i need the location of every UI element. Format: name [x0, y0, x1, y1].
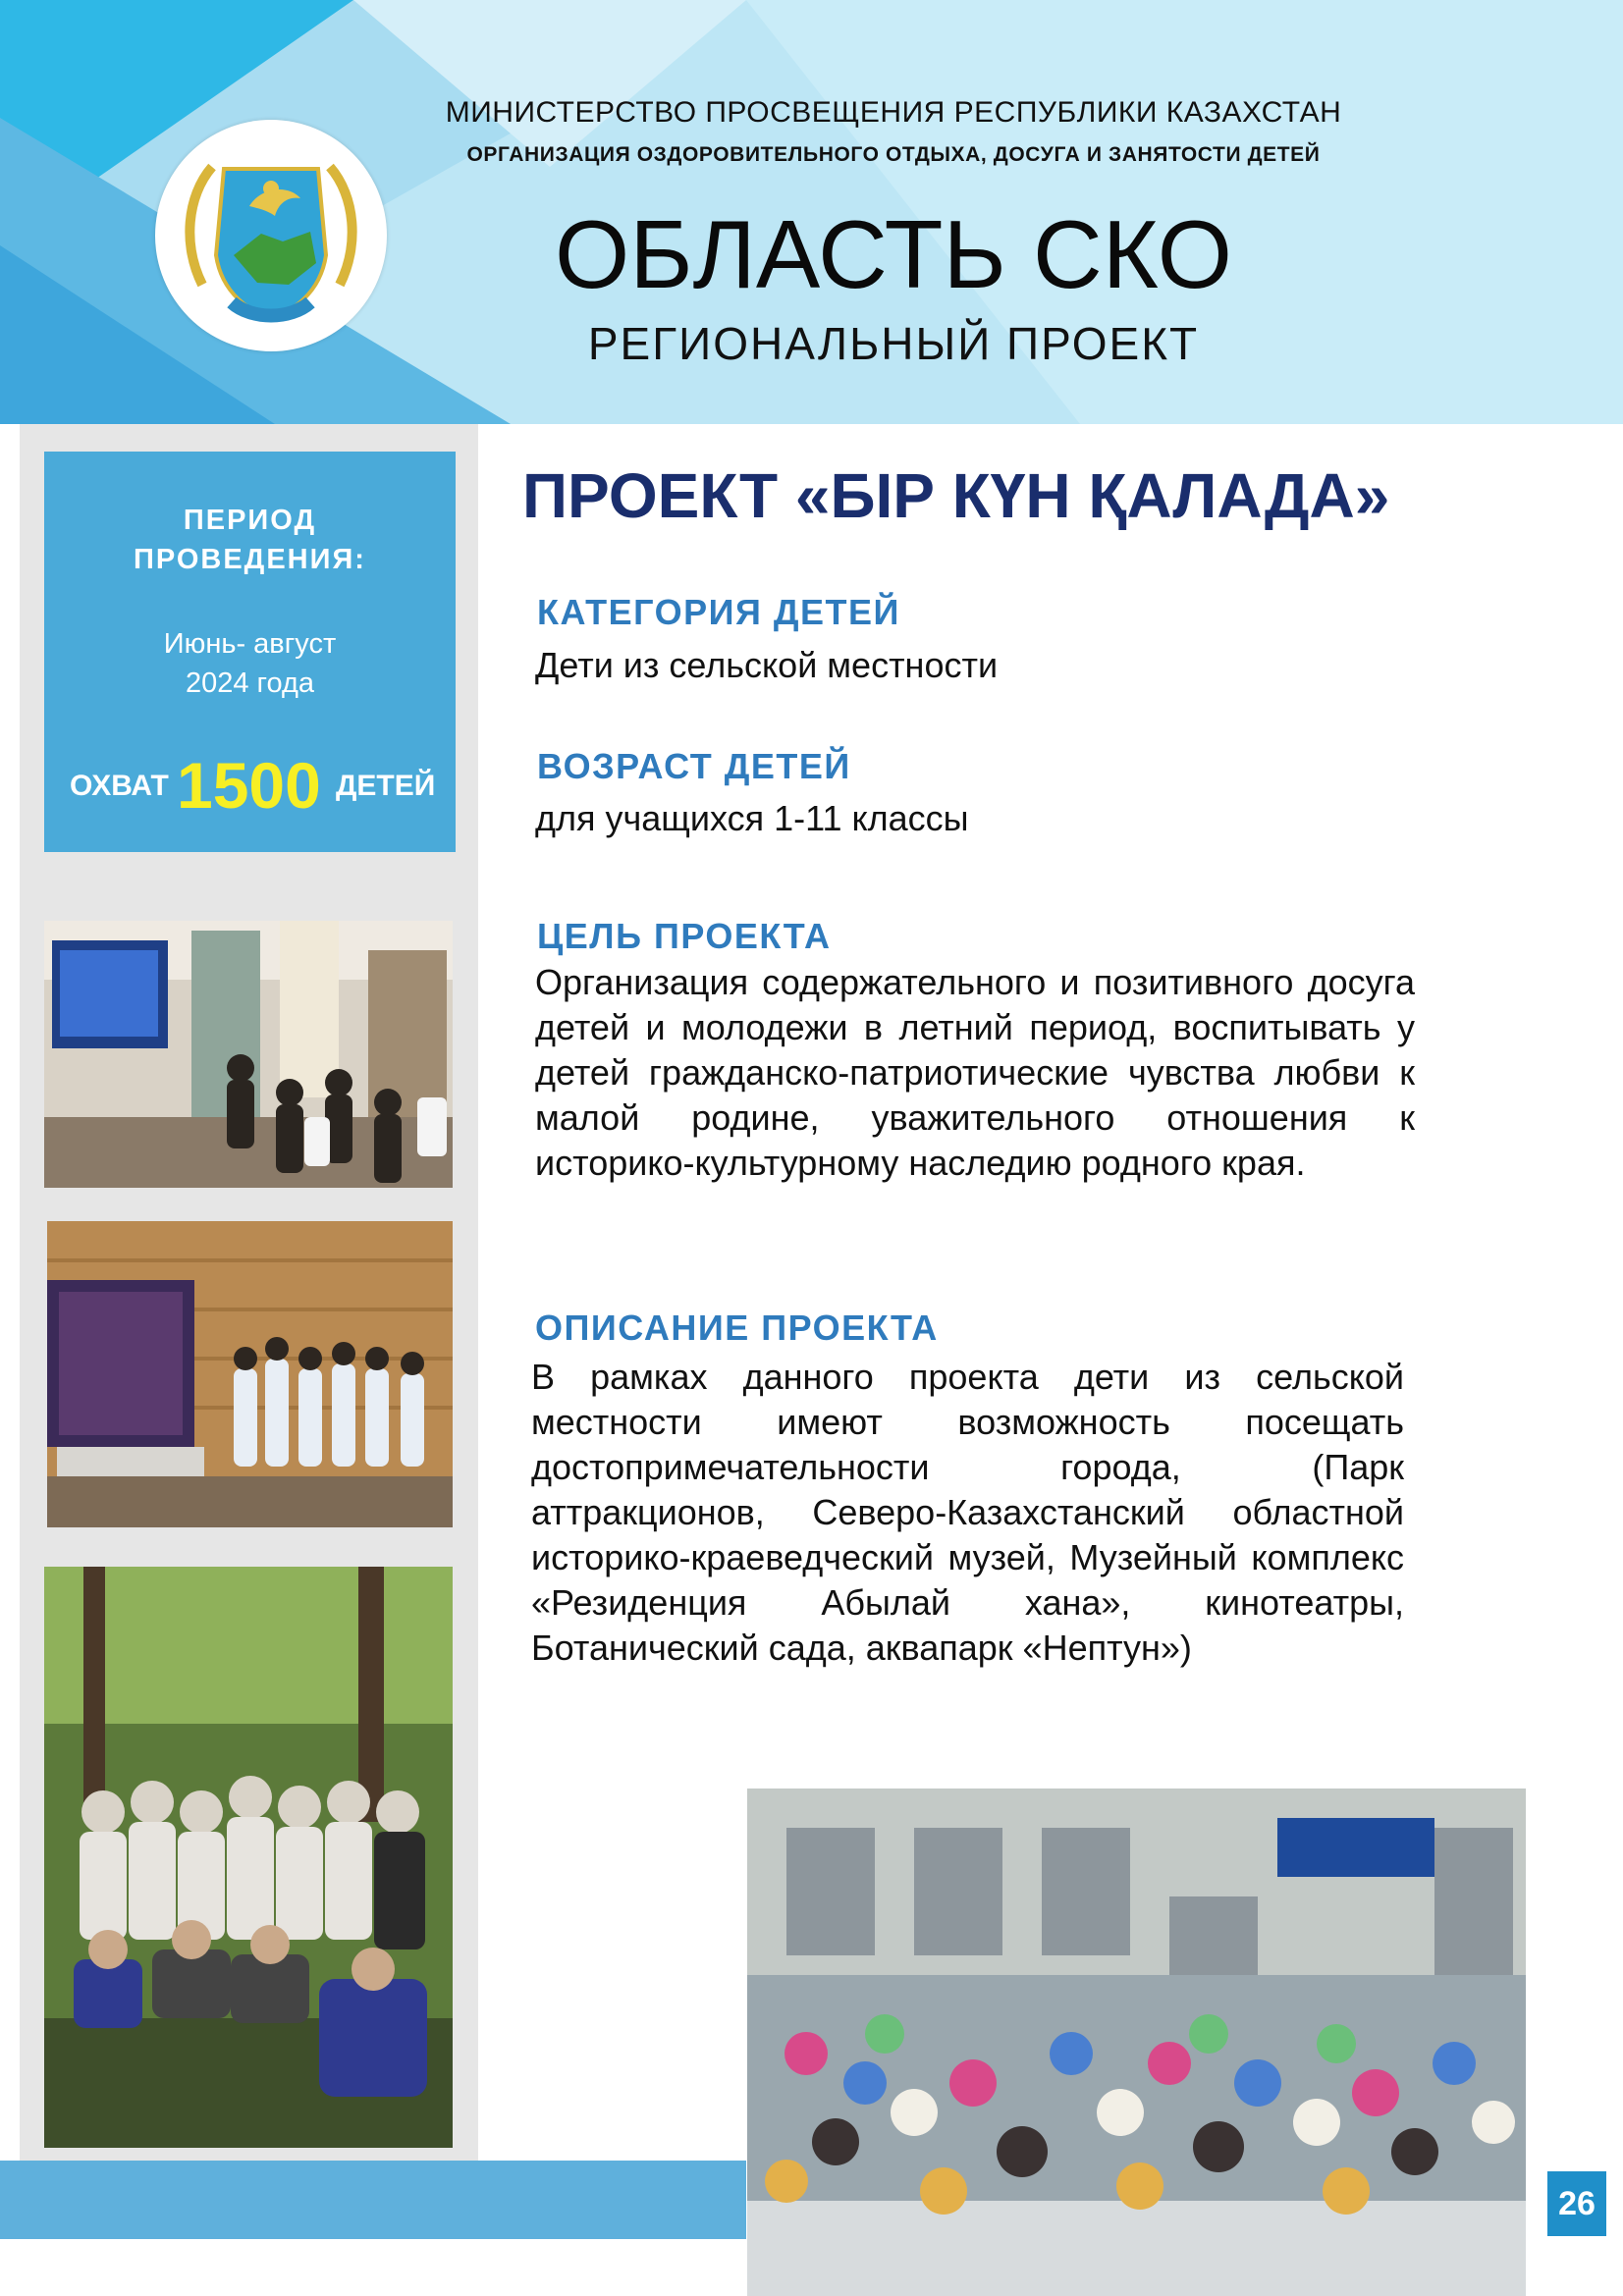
page-number: 26	[1547, 2171, 1606, 2236]
project-title: ПРОЕКТ «БІР КҮН ҚАЛАДА»	[522, 460, 1390, 531]
coverage-number: 1500	[177, 749, 321, 822]
coverage-suffix: ДЕТЕЙ	[336, 770, 436, 802]
emblem-frame	[155, 120, 387, 351]
category-text: Дети из сельской местности	[535, 645, 999, 685]
period-label	[44, 501, 456, 579]
age-heading: ВОЗРАСТ ДЕТЕЙ	[537, 746, 851, 786]
page-header	[0, 0, 1623, 424]
project-info-box	[44, 452, 456, 852]
period-value-line2: 2024 года	[185, 667, 315, 699]
description-heading: ОПИСАНИЕ ПРОЕКТА	[535, 1308, 939, 1348]
ministry-name: МИНИСТЕРСТВО ПРОСВЕЩЕНИЯ РЕСПУБЛИКИ КАЗАХСТАН	[445, 96, 1342, 129]
goal-heading: ЦЕЛЬ ПРОЕКТА	[537, 916, 832, 956]
regional-emblem-icon	[173, 137, 369, 334]
coverage-line	[44, 742, 456, 821]
category-heading: КАТЕГОРИЯ ДЕТЕЙ	[537, 592, 900, 632]
footer-bar	[0, 2161, 746, 2239]
period-value	[44, 624, 456, 703]
photo-museum-visit	[44, 921, 453, 1188]
organization-name: ОРГАНИЗАЦИЯ ОЗДОРОВИТЕЛЬНОГО ОТДЫХА, ДОСУГА И ЗАНЯТОСТИ ДЕТЕЙ	[466, 143, 1321, 166]
region-title: ОБЛАСТЬ СКО	[555, 200, 1232, 308]
coverage-prefix: ОХВАТ	[70, 770, 169, 802]
period-value-line1: Июнь- август	[163, 628, 337, 660]
project-type-subtitle: РЕГИОНАЛЬНЫЙ ПРОЕКТ	[587, 318, 1200, 369]
photo-group-building	[747, 1789, 1526, 2296]
goal-text: Организация содержательного и позитивного досуга детей и молодежи в летний период, воспитывать у детей гражданско-патриотические чувства любви к малой родине, уважительного отношения к историко-культурному наследию родного края.	[535, 962, 1415, 1183]
age-text: для учащихся 1-11 классы	[535, 798, 969, 838]
description-text: В рамках данного проекта дети из сельской местности имеют возможность посещать достопримечательности города, (Парк аттракционов, Северо-Казахстанский областной историко-краеведческий музей, Музейный комплекс «Резиденция Абылай хана», кинотеатры, Ботанический сада, аквапарк «Нептун»)	[531, 1357, 1404, 1668]
period-label-line1: ПЕРИОД	[183, 505, 317, 536]
photo-wooden-hall	[47, 1221, 453, 1527]
period-label-line2: ПРОВЕДЕНИЯ:	[134, 544, 366, 575]
photo-group-forest	[44, 1567, 453, 2148]
